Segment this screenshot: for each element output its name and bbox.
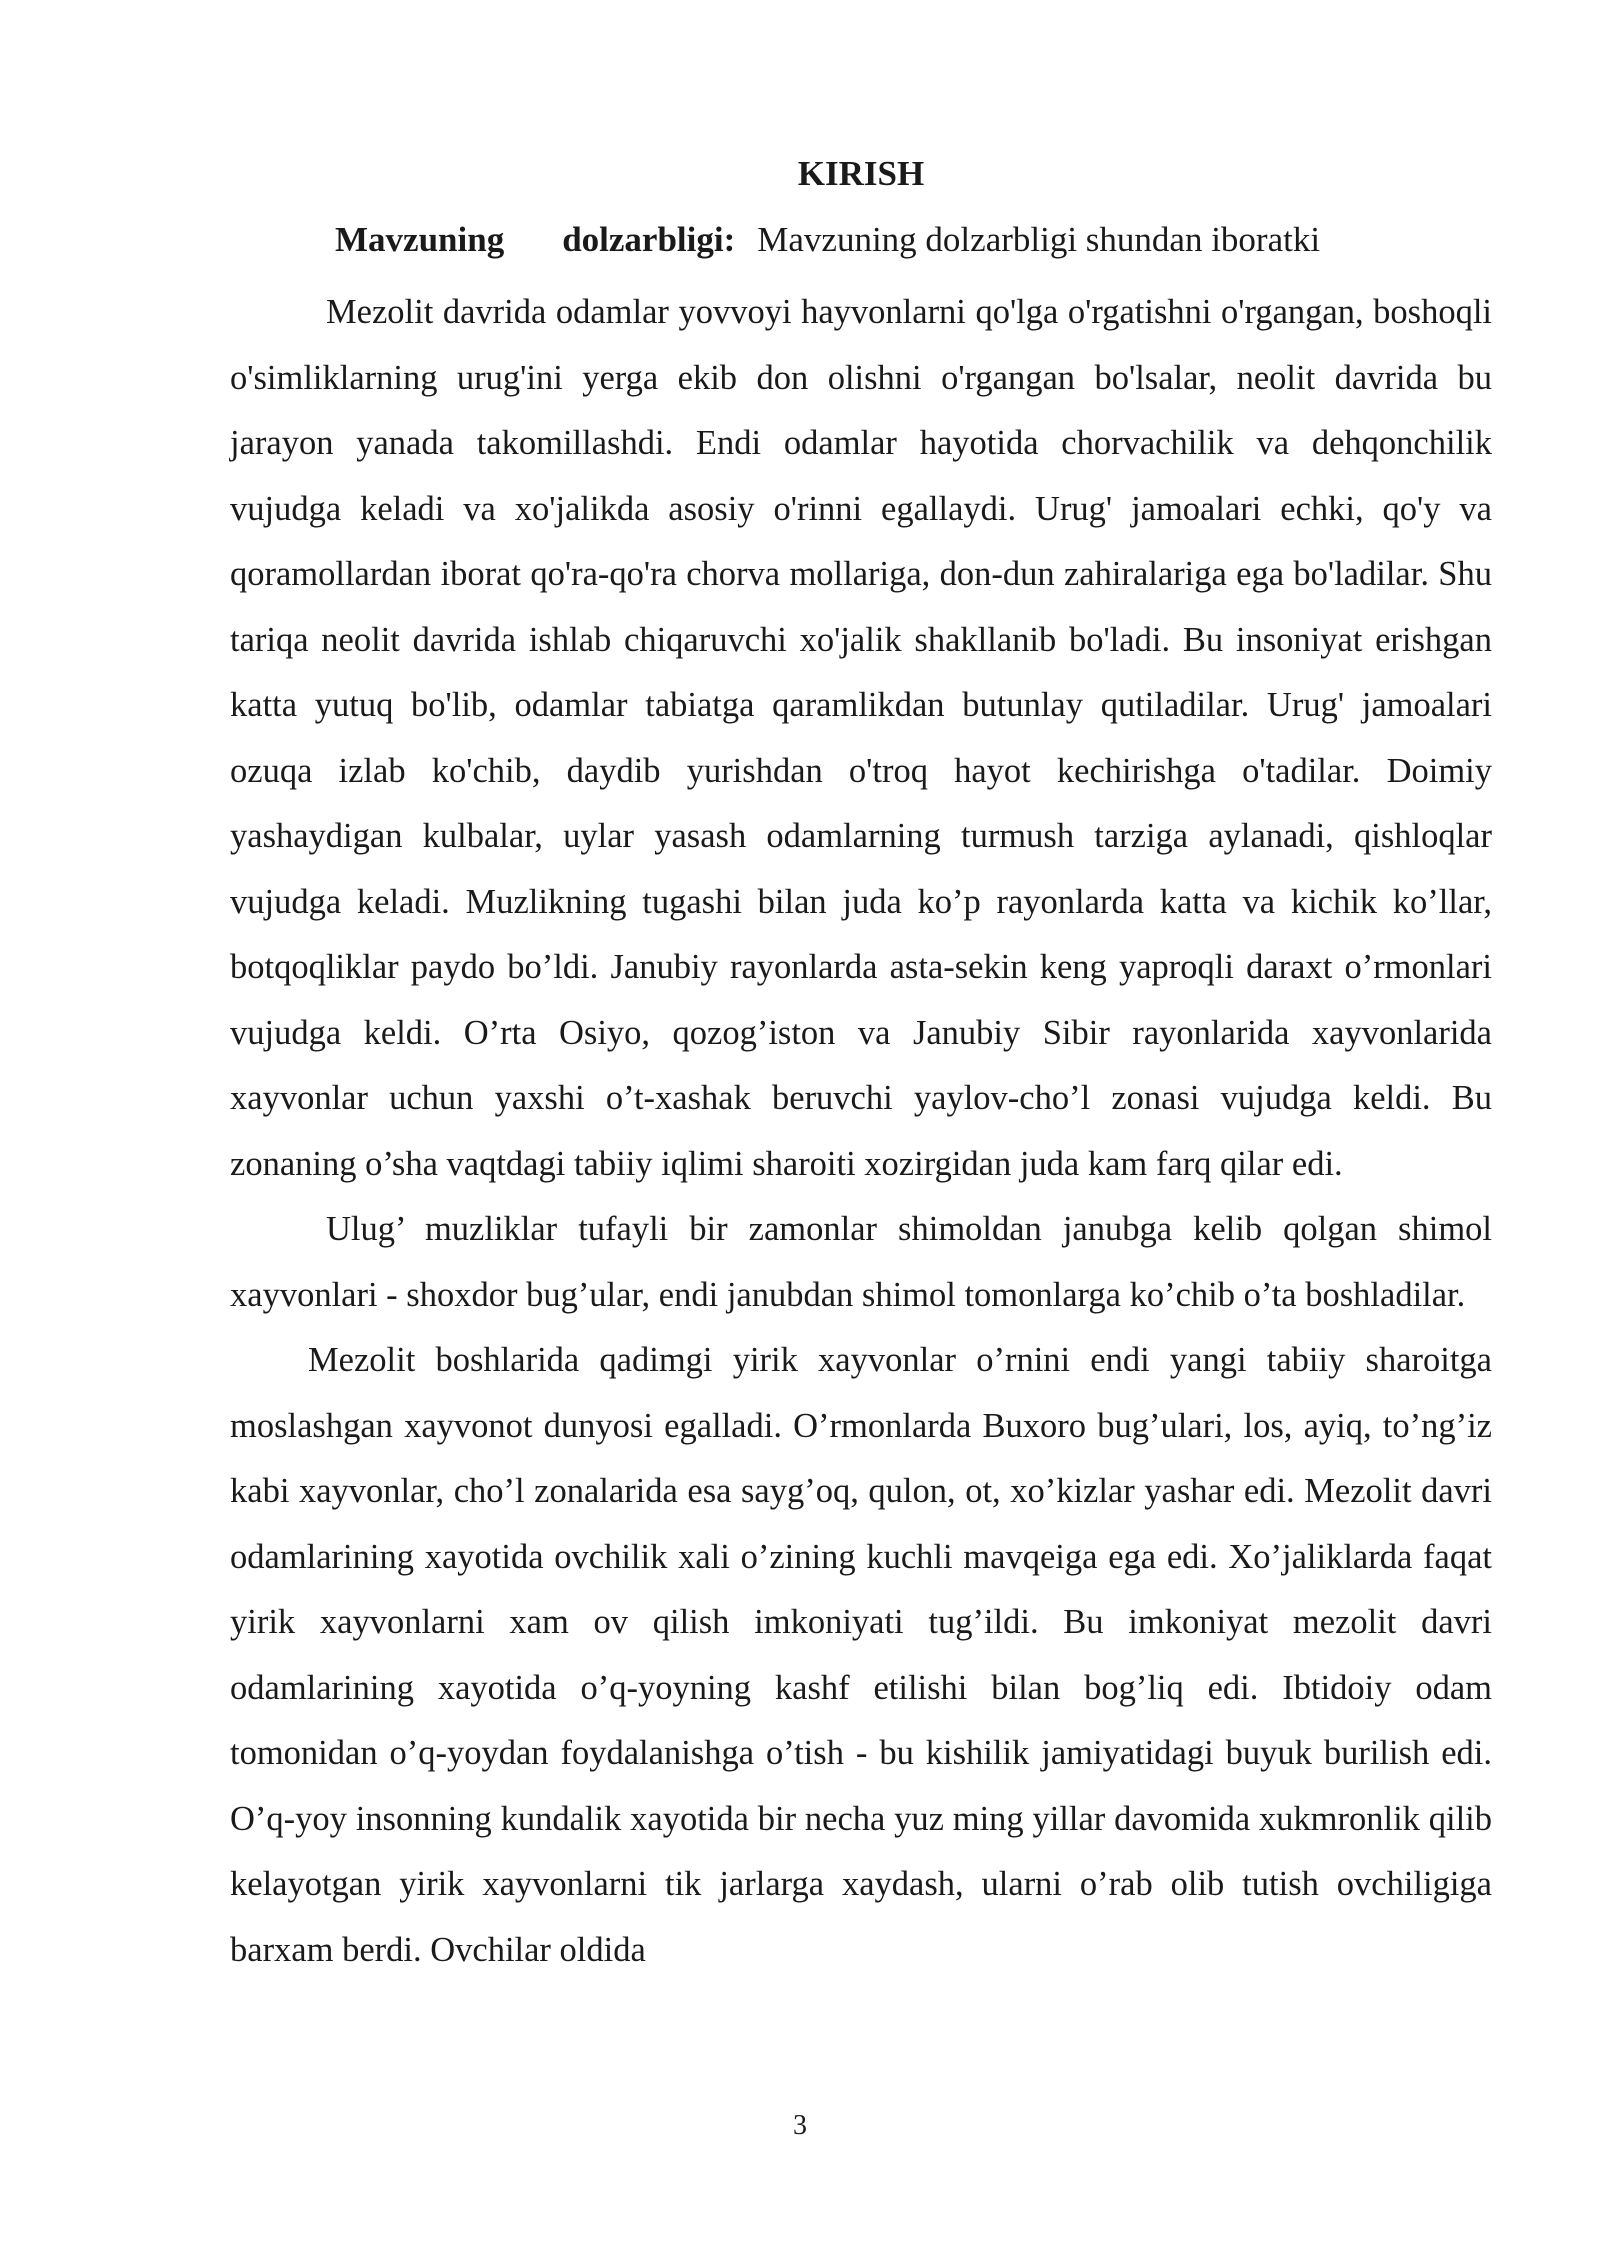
paragraph-2: Ulug’ muzliklar tufayli bir zamonlar shimoldan janubga kelib qolgan shimol xayvonlari - shoxdor bug’ular, endi janubdan shimol tomonlarga ko’chib o’ta boshladilar. [230, 1210, 1492, 1314]
relevance-label-part2: dolzarbligi: [562, 220, 736, 259]
paragraph-1: Mezolit davrida odamlar yovvoyi hayvonlarni qo'lga o'rgatishni o'rgangan, boshoqli o'simliklarning urug'ini yerga ekib don olishni o'rgangan bo'lsalar, neolit davrida bu jarayon yanada takomillashdi. Endi odamlar hayotida chorvachilik va dehqonchilik vujudga keladi va xo'jalikda asosiy o'rinni egallaydi. Urug' jamoalari echki, qo'y va qoramollardan iborat qo'ra-qo'ra chorva mollariga, don-dun zahiralariga ega bo'ladilar. Shu tariqa neolit davrida ishlab chiqaruvchi xo'jalik shakllanib bo'ladi. Bu insoniyat erishgan katta yutuq bo'lib, odamlar tabiatga qaramlikdan butunlay qutiladilar. Urug' jamoalari ozuqa izlab ko'chib, daydib yurishdan o'troq hayot kechirishga o'tadilar. Doimiy yashaydigan kulbalar, uylar yasash odamlarning turmush tarziga aylanadi, qishloqlar vujudga keladi. Muzlikning tugashi bilan juda ko’p rayonlarda katta va kichik ko’llar, botqoqliklar paydo bo’ldi. Janubiy rayonlarda asta-sekin keng yaproqli daraxt o’rmonlari vujudga keldi. O’rta Osiyo, qozog’iston va Janubiy Sibir rayonlarida xayvonlarida xayvonlar uchun yaxshi o’t-xashak beruvchi yaylov-cho’l zonasi vujudga keldi. Bu zonaning o’sha vaqtdagi tabiiy iqlimi sharoiti xozirgidan juda kam farq qilar edi. [230, 293, 1492, 1183]
page-content [230, 148, 1492, 1983]
relevance-label-part1: Mavzuning [335, 220, 505, 259]
paragraph-3: Mezolit boshlarida qadimgi yirik xayvonlar o’rnini endi yangi tabiiy sharoitga moslashgan xayvonot dunyosi egalladi. O’rmonlarda Buxoro bug’ulari, los, ayiq, to’ng’iz kabi xayvonlar, cho’l zonalarida esa sayg’oq, qulon, ot, xo’kizlar yashar edi. Mezolit davri odamlarining xayotida ovchilik xali o’zining kuchli mavqeiga ega edi. Xo’jaliklarda faqat yirik xayvonlarni xam ov qilish imkoniyati tug’ildi. Bu imkoniyat mezolit davri odamlarining xayotida o’q-yoyning kashf etilishi bilan bog’liq edi. Ibtidoiy odam tomonidan o’q-yoydan foydalanishga o’tish - bu kishilik jamiyatidagi buyuk burilish edi. O’q-yoy insonning kundalik xayotida bir necha yuz ming yillar davomida xukmronlik qilib kelayotgan yirik xayvonlarni tik jarlarga xaydash, ularni o’rab olib tutish ovchiligiga barxam berdi. Ovchilar oldida [230, 1341, 1492, 1969]
relevance-text: Mavzuning dolzarbligi shundan iboratki [757, 220, 1321, 259]
page-number: 3 [793, 2110, 807, 2141]
relevance-line [230, 214, 1492, 266]
page-title: KIRISH [797, 154, 925, 193]
